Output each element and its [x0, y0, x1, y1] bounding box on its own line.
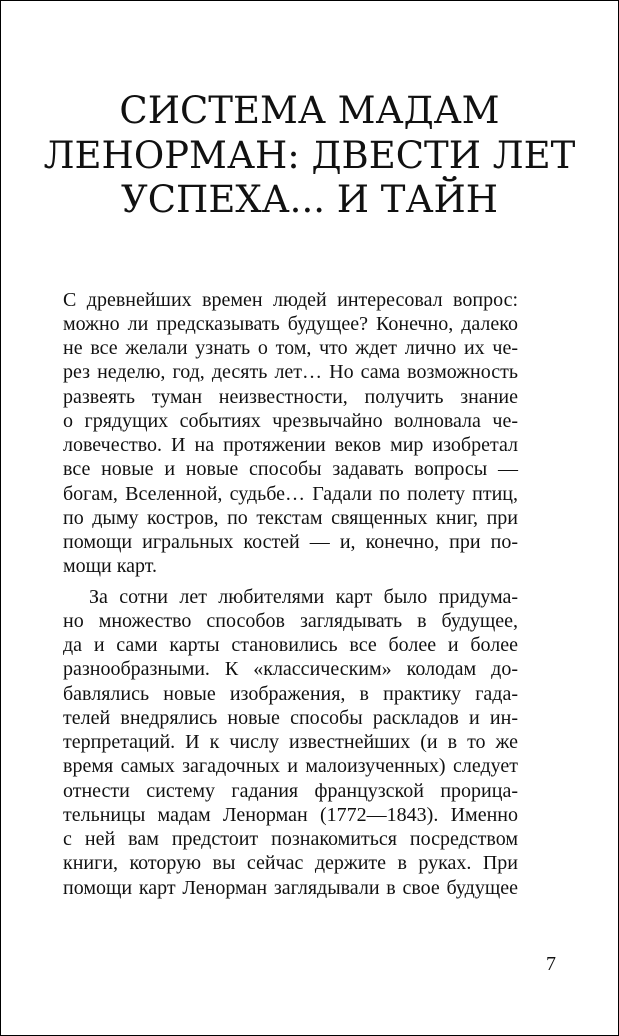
body-line: тельницы мадам Ленорман (1772—1843). Именно	[63, 804, 518, 826]
chapter-title-line-1: СИСТЕМА МАДАМ	[119, 89, 500, 132]
body-line: не все желали узнать о том, что ждет лично их че-	[63, 337, 518, 359]
body-line: развеять туман неизвестности, получить знание	[63, 386, 518, 408]
chapter-title-line-3: УСПЕХА... И ТАЙН	[121, 178, 498, 221]
body-line: время самых загадочных и малоизученных) следует	[63, 755, 518, 777]
body-line: бавлялись новые изображения, в практику гада-	[63, 683, 518, 705]
body-line: С древнейших времен людей интересовал вопрос:	[63, 289, 518, 311]
body-line: помощи игральных костей — и, конечно, при по-	[63, 531, 518, 553]
body-line: разнообразными. К «классическим» колодам до-	[63, 658, 518, 680]
page-number: 7	[546, 953, 556, 975]
body-line: мощи карт.	[63, 555, 158, 577]
body-line: можно ли предсказывать будущее? Конечно, далеко	[63, 313, 518, 335]
body-line: ловечество. И на протяжении веков мир изобретал	[63, 434, 518, 456]
body-line: помощи карт Ленорман заглядывали в свое будущее	[63, 877, 518, 899]
body-line: За сотни лет любителями карт было придума-	[89, 586, 518, 608]
body-line: богам, Вселенной, судьбе… Гадали по полету птиц,	[63, 483, 518, 505]
body-line: отнести систему гадания французской прорица-	[63, 780, 518, 802]
body-line: терпретаций. И к числу известнейших (и в то же	[63, 731, 518, 753]
body-line: по дыму костров, по текстам священных книг, при	[63, 507, 518, 529]
chapter-title-line-2: ЛЕНОРМАН: ДВЕСТИ ЛЕТ	[43, 134, 576, 177]
body-line: да и сами карты становились все более и более	[63, 634, 518, 656]
body-line: телей внедрялись новые способы раскладов и ин-	[63, 707, 518, 729]
body-line: но множество способов заглядывать в будущее,	[63, 610, 518, 632]
body-line: с ней вам предстоит познакомиться посредством	[63, 828, 518, 850]
body-line: рез неделю, год, десять лет… Но сама возможность	[63, 361, 518, 383]
body-line: о грядущих событиях чрезвычайно волновала че-	[63, 410, 518, 432]
body-line: книги, которую вы сейчас держите в руках. При	[63, 852, 518, 874]
body-line: все новые и новые способы задавать вопросы —	[63, 458, 518, 480]
